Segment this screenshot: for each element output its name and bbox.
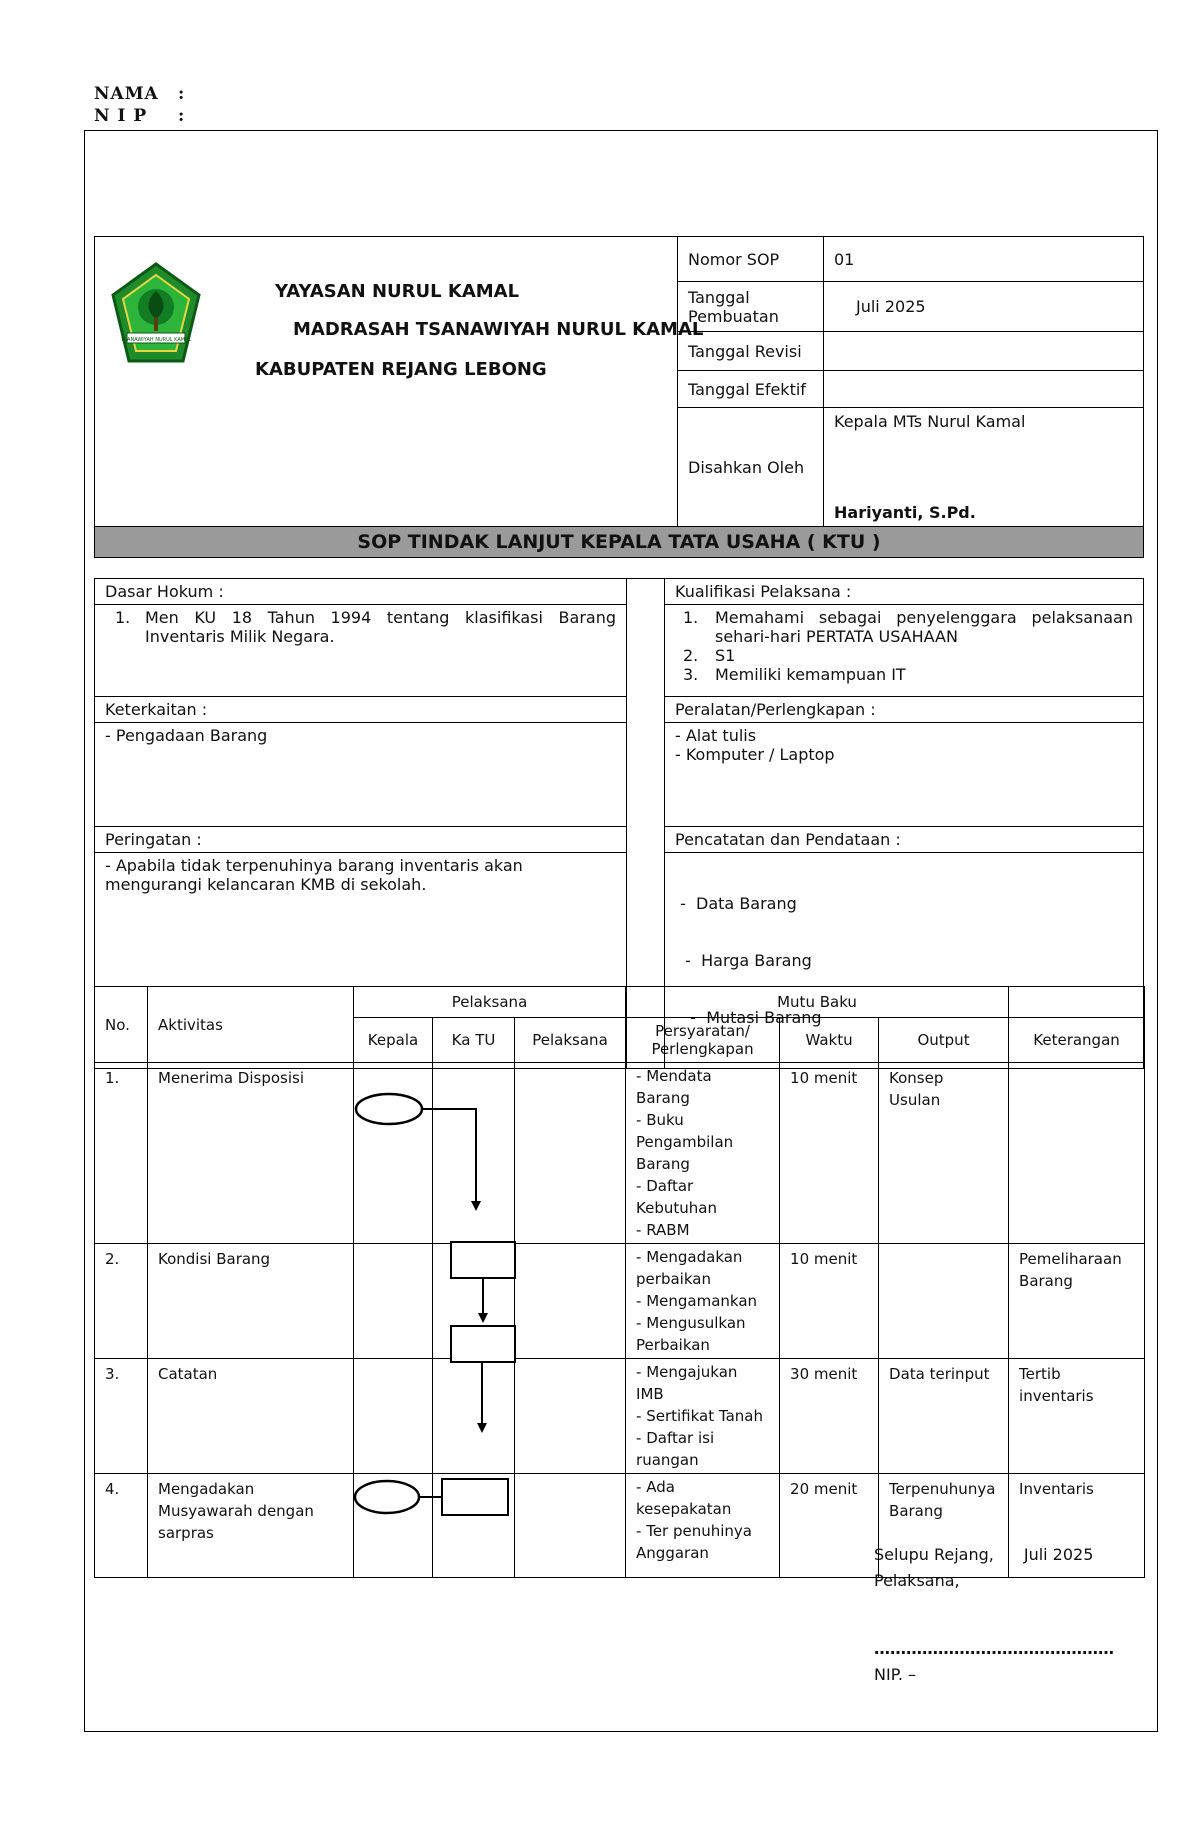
peralatan-item: - Alat tulis bbox=[675, 726, 757, 745]
col-aktivitas: Aktivitas bbox=[148, 987, 354, 1063]
flow-arrow-1 bbox=[422, 1109, 476, 1206]
nomor-sop-value: 01 bbox=[824, 237, 1144, 282]
kualifikasi-item: 1. Memahami sebagai penyelenggara pelaksanaan sehari-hari PERTATA USAHAAN bbox=[683, 608, 1133, 646]
org-line2: MADRASAH TSANAWIYAH NURUL KAMAL bbox=[293, 319, 704, 340]
col-no: No. bbox=[95, 987, 148, 1063]
disahkan-title: Kepala MTs Nurul Kamal bbox=[834, 412, 1026, 431]
dasar-hokum-text: Men KU 18 Tahun 1994 tentang klasifikasi Barang Inventaris Milik Negara. bbox=[145, 608, 616, 646]
dasar-hokum-label: Dasar Hokum : bbox=[95, 579, 627, 605]
sop-title: SOP TINDAK LANJUT KEPALA TATA USAHA ( KTU ) bbox=[94, 526, 1144, 558]
peralatan-item: - Komputer / Laptop bbox=[675, 745, 835, 764]
keterkaitan-item: - Pengadaan Barang bbox=[105, 726, 268, 745]
col-mutu-baku: Mutu Baku bbox=[626, 987, 1009, 1018]
peringatan-text: - Apabila tidak terpenuhinya barang inventaris akan mengurangi kelancaran KMB di sekolah. bbox=[105, 856, 523, 894]
svg-text:TSANAWIYAH NURUL KAMAL: TSANAWIYAH NURUL KAMAL bbox=[120, 337, 192, 343]
disahkan-name: Hariyanti, S.Pd. bbox=[834, 503, 976, 522]
col-keterangan: Keterangan bbox=[1009, 1018, 1145, 1063]
pencatatan-item: - Data Barang bbox=[675, 894, 797, 913]
flow-process-box-4 bbox=[442, 1479, 508, 1515]
table-row: 2. Kondisi Barang - Mengadakan perbaikan - Mengamankan - Mengusulkan Perbaikan 10 menit Pemeliharaan Barang bbox=[95, 1244, 1145, 1359]
tanggal-revisi-label: Tanggal Revisi bbox=[678, 332, 824, 371]
flow-end-ellipse bbox=[355, 1481, 419, 1513]
col-pelaksana-sub: Pelaksana bbox=[515, 1018, 626, 1063]
kualifikasi-item: 2. S1 bbox=[683, 646, 736, 665]
col-pelaksana: Pelaksana bbox=[354, 987, 626, 1018]
peringatan-label: Peringatan : bbox=[95, 827, 627, 853]
flow-process-box-2 bbox=[451, 1242, 515, 1278]
flow-start-ellipse bbox=[356, 1094, 422, 1124]
nama-label: NAMA : bbox=[94, 84, 186, 104]
pencatatan-item: - Mutasi Barang bbox=[675, 1008, 822, 1027]
signature-role: Pelaksana, bbox=[874, 1571, 960, 1590]
dasar-hokum-content: 1. Men KU 18 Tahun 1994 tentang klasifikasi Barang Inventaris Milik Negara. bbox=[95, 605, 627, 697]
tanggal-pembuatan-label: Tanggal Pembuatan bbox=[678, 282, 824, 332]
signature-nip: NIP. – bbox=[874, 1665, 917, 1684]
flow-process-box-3 bbox=[451, 1326, 515, 1362]
table-row: 3. Catatan - Mengajukan IMB - Sertifikat Tanah - Daftar isi ruangan 30 menit Data terinput Tertib inventaris bbox=[95, 1359, 1145, 1474]
kualifikasi-item: 3. Memiliki kemampuan IT bbox=[683, 665, 906, 684]
tanggal-pembuatan-value: Juli 2025 bbox=[824, 282, 1144, 332]
tanggal-efektif-label: Tanggal Efektif bbox=[678, 371, 824, 408]
signature-place-date: Selupu Rejang, Juli 2025 bbox=[874, 1545, 1094, 1564]
pencatatan-label: Pencatatan dan Pendataan : bbox=[665, 827, 1144, 853]
col-output: Output bbox=[879, 1018, 1009, 1063]
signature-block bbox=[874, 1542, 1114, 1688]
org-line1: YAYASAN NURUL KAMAL bbox=[275, 281, 520, 302]
org-line3: KABUPATEN REJANG LEBONG bbox=[255, 359, 547, 380]
table-row: 1. Menerima Disposisi - Mendata Barang - Buku Pengambilan Barang - Daftar Kebutuhan - RABM 10 menit Konsep Usulan bbox=[95, 1063, 1145, 1244]
kualifikasi-label: Kualifikasi Pelaksana : bbox=[665, 579, 1144, 605]
nomor-sop-label: Nomor SOP bbox=[678, 237, 824, 282]
disahkan-label: Disahkan Oleh bbox=[678, 408, 824, 527]
signature-name-line: ……………………………………… bbox=[874, 1639, 1114, 1658]
keterkaitan-label: Keterkaitan : bbox=[95, 697, 627, 723]
pencatatan-item: - Harga Barang bbox=[675, 951, 812, 970]
peralatan-label: Peralatan/Perlengkapan : bbox=[665, 697, 1144, 723]
col-ka-tu: Ka TU bbox=[433, 1018, 515, 1063]
nip-label: N I P : bbox=[94, 106, 186, 126]
col-waktu: Waktu bbox=[780, 1018, 879, 1063]
col-persyaratan: Persyaratan/ Perlengkapan bbox=[626, 1018, 780, 1063]
table-row: 4. Mengadakan Musyawarah dengan sarpras - Ada kesepakatan - Ter penuhinya Anggaran 20 menit Terpenuhunya Barang Inventaris bbox=[95, 1474, 1145, 1578]
col-kepala: Kepala bbox=[354, 1018, 433, 1063]
